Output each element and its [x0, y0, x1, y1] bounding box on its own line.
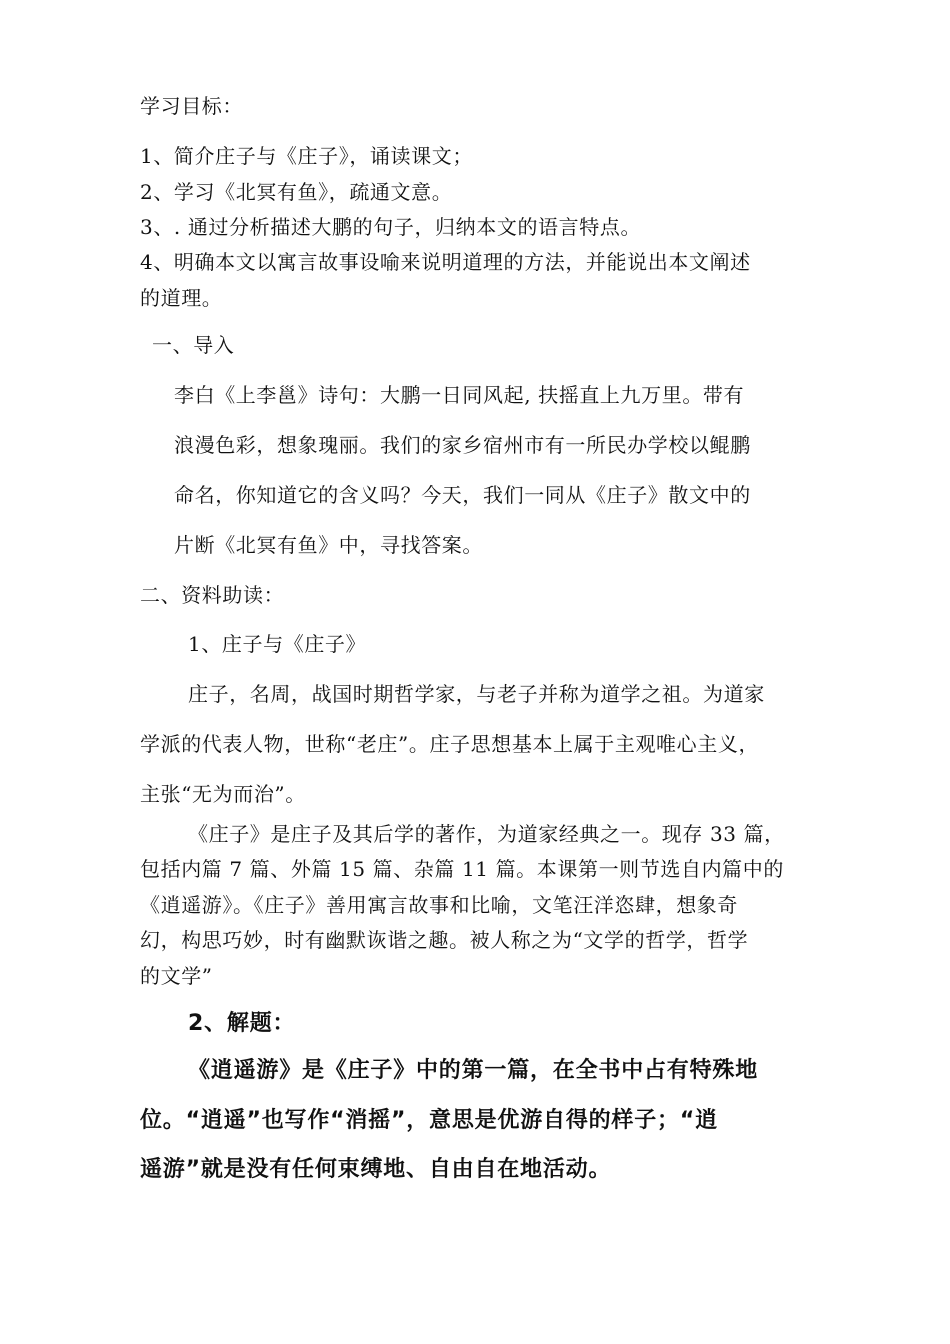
paragraph-line: 《逍遥游》是《庄子》中的第一篇，在全书中占有特殊地 [188, 1058, 759, 1083]
intro-line: 片断《北冥有鱼》中，寻找答案。 [174, 533, 483, 557]
objectives-heading: 学习目标： [140, 94, 243, 118]
objective-item: 1、简介庄子与《庄子》，诵读课文； [140, 144, 473, 168]
paragraph-line: 学派的代表人物，世称“老庄”。庄子思想基本上属于主观唯心主义， [140, 732, 760, 756]
paragraph-line: 包括内篇 7 篇、外篇 15 篇、杂篇 11 篇。本课第一则节选自内篇中的 [140, 857, 784, 881]
objective-item: 3、. 通过分析描述大鹏的句子，归纳本文的语言特点。 [140, 215, 642, 239]
paragraph-line: 幻，构思巧妙，时有幽默诙谐之趣。被人称之为“文学的哲学，哲学 [140, 928, 749, 952]
intro-heading: 一、导入 [152, 333, 235, 357]
intro-line: 命名，你知道它的含义吗？今天，我们一同从《庄子》散文中的 [174, 483, 751, 507]
objective-item: 的道理。 [140, 286, 223, 310]
objective-item: 2、学习《北冥有鱼》，疏通文意。 [140, 180, 453, 204]
paragraph-line: 主张“无为而治”。 [140, 782, 306, 806]
intro-line: 浪漫色彩，想象瑰丽。我们的家乡宿州市有一所民办学校以鲲鹏 [174, 433, 751, 457]
paragraph-line: 的文学” [140, 964, 213, 988]
paragraph-line: 《庄子》是庄子及其后学的著作，为道家经典之一。现存 33 篇， [188, 822, 785, 846]
intro-line: 李白《上李邕》诗句：大鹏一日同风起, 扶摇直上九万里。带有 [174, 383, 745, 407]
materials-heading: 二、资料助读： [140, 583, 285, 607]
subheading-zhuangzi: 1、庄子与《庄子》 [188, 632, 367, 656]
subheading-title-explanation: 2、解题： [188, 1011, 296, 1036]
objective-item: 4、明确本文以寓言故事设喻来说明道理的方法，并能说出本文阐述 [140, 250, 751, 274]
paragraph-line: 庄子，名周，战国时期哲学家，与老子并称为道学之祖。为道家 [188, 682, 765, 706]
paragraph-line: 遥游”就是没有任何束缚地、自由自在地活动。 [140, 1157, 612, 1182]
paragraph-line: 《逍遥游》。《庄子》善用寓言故事和比喻，文笔汪洋恣肆，想象奇 [140, 893, 738, 917]
paragraph-line: 位。“逍遥”也写作“消摇”，意思是优游自得的样子；“逍 [140, 1108, 718, 1133]
